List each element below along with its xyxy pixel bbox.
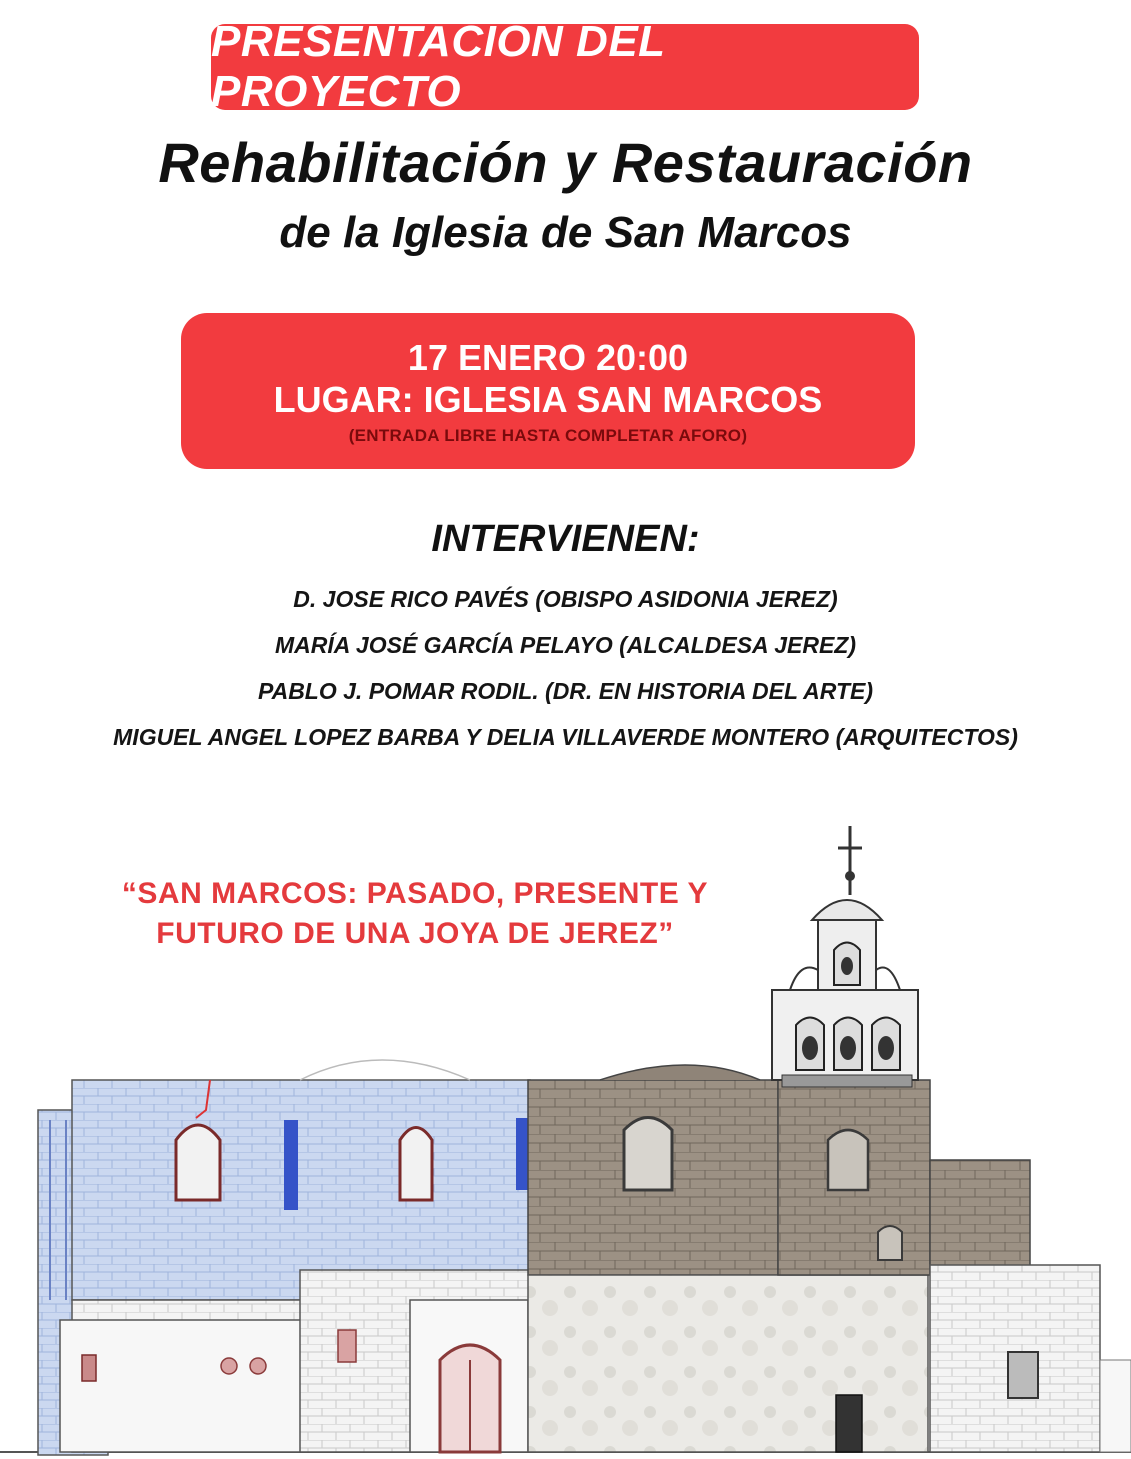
page-title: Rehabilitación y Restauración bbox=[158, 131, 973, 194]
header-badge bbox=[211, 17, 919, 116]
quote-line-1: “SAN MARCOS: PASADO, PRESENTE Y bbox=[121, 877, 709, 910]
page-subtitle: de la Iglesia de San Marcos bbox=[279, 208, 852, 257]
event-place: LUGAR: IGLESIA SAN MARCOS bbox=[273, 379, 823, 420]
church-elevation-illustration bbox=[0, 800, 1131, 1459]
badge-text: PRESENTACIÓN DEL PROYECTO bbox=[211, 17, 665, 116]
speaker-item: PABLO J. POMAR RODIL. (DR. EN HISTORIA DEL ARTE) bbox=[257, 678, 874, 704]
speaker-item: MARÍA JOSÉ GARCÍA PELAYO (ALCALDESA JEREZ) bbox=[275, 632, 856, 658]
speakers-title: INTERVIENEN: bbox=[431, 518, 700, 560]
event-info-box bbox=[181, 313, 915, 469]
event-note: (ENTRADA LIBRE HASTA COMPLETAR AFORO) bbox=[348, 426, 748, 445]
right-chapel bbox=[930, 1160, 1030, 1275]
blueprint-nave bbox=[72, 1080, 530, 1300]
speaker-item: D. JOSE RICO PAVÉS (OBISPO ASIDONIA JEREZ) bbox=[293, 586, 838, 612]
event-date-time: 17 ENERO 20:00 bbox=[407, 337, 689, 378]
speaker-item: MIGUEL ANGEL LOPEZ BARBA Y DELIA VILLAVERDE MONTERO (ARQUITECTOS) bbox=[113, 724, 1018, 750]
quote-line-2: FUTURO DE UNA JOYA DE JEREZ” bbox=[156, 917, 674, 950]
